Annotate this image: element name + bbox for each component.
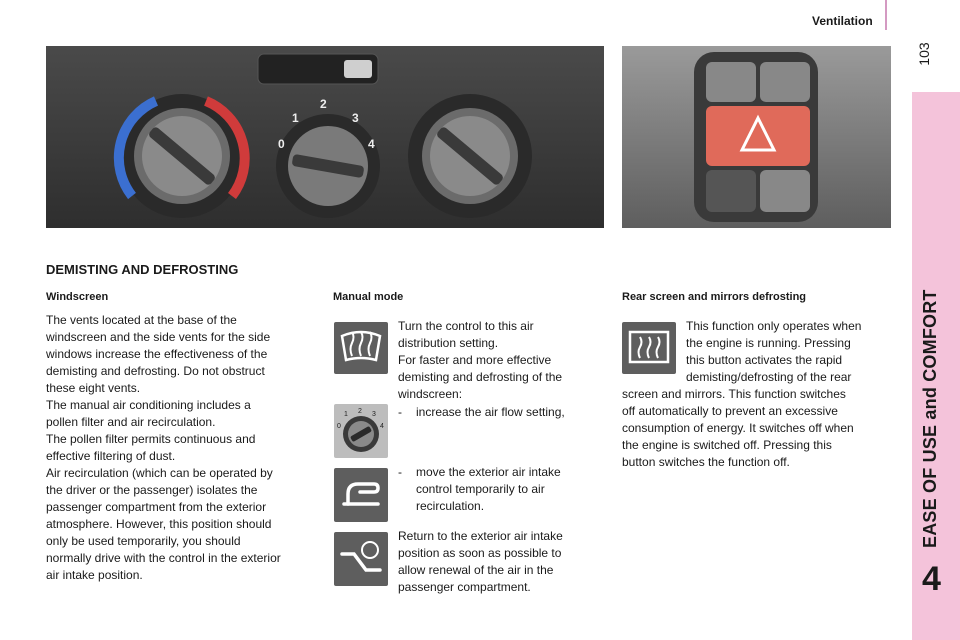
manual-step3-line: move the exterior air intake <box>416 465 561 479</box>
rear-screen-line: off automatically to prevent an excessive <box>622 404 838 418</box>
windscreen-demist-icon <box>334 322 388 374</box>
manual-step3-line: recirculation. <box>416 499 485 513</box>
header-rule <box>885 0 887 30</box>
windscreen-text <box>46 312 318 584</box>
windscreen-line: windows increase the effectiveness of the <box>46 347 268 361</box>
manual-step1-line: For faster and more effective <box>398 353 552 367</box>
manual-mode-title: Manual mode <box>333 291 404 303</box>
manual-step3 <box>416 464 606 515</box>
fan-label-3: 3 <box>352 111 359 125</box>
windscreen-line: the driver or the passenger) isolates the <box>46 483 258 497</box>
windscreen-line: The pollen filter permits continuous and <box>46 432 256 446</box>
rear-screen-title: Rear screen and mirrors defrosting <box>622 291 807 303</box>
windscreen-line: demisting and defrosting. Do not obstruct <box>46 364 265 378</box>
windscreen-line: passenger compartment from the exterior <box>46 500 267 514</box>
rear-screen-line: demisting/defrosting of the rear <box>686 370 852 384</box>
chapter-number: 4 <box>922 560 941 598</box>
windscreen-line: The vents located at the base of the <box>46 313 237 327</box>
fan-label-2: 2 <box>320 97 327 111</box>
fan-dial-icon <box>334 404 388 458</box>
chapter-tab-label: EASE OF USE and COMFORT <box>920 289 940 548</box>
header-title: Ventilation <box>812 14 873 28</box>
windscreen-line: windscreen and the side vents for the side <box>46 330 271 344</box>
windscreen-line: only be used temporarily, you should <box>46 534 241 548</box>
windscreen-line: effective filtering of dust. <box>46 449 176 463</box>
fan-icon-label-2: 2 <box>358 408 362 415</box>
rear-screen-rest <box>622 386 892 471</box>
manual-step4-line: passenger compartment. <box>398 580 531 594</box>
manual-step2-text: increase the air flow setting, <box>416 405 565 419</box>
page-number: 103 <box>916 42 932 66</box>
section-heading: DEMISTING AND DEFROSTING <box>46 262 239 277</box>
recirculation-icon <box>334 468 388 522</box>
fan-icon-label-3: 3 <box>372 411 376 418</box>
rear-screen-line: screen and mirrors. This function switches <box>622 387 846 401</box>
windscreen-line: The manual air conditioning includes a <box>46 398 251 412</box>
rear-screen-line: This function only operates when <box>686 319 862 333</box>
rear-screen-line: the engine is running. Pressing <box>686 336 851 350</box>
windscreen-line: atmosphere. However, this position should <box>46 517 272 531</box>
manual-step4-line: position as soon as possible to <box>398 546 562 560</box>
exterior-air-intake-icon <box>334 532 388 586</box>
rear-demist-hazard-photo <box>622 46 891 228</box>
manual-step3-dash: - <box>398 465 402 479</box>
manual-step4 <box>398 528 598 596</box>
dashboard-controls-photo <box>46 46 604 228</box>
manual-step1 <box>398 318 598 403</box>
fan-icon-label-1: 1 <box>344 411 348 418</box>
windscreen-line: Air recirculation (which can be operated by <box>46 466 273 480</box>
windscreen-line: these eight vents. <box>46 381 141 395</box>
fan-label-1: 1 <box>292 111 299 125</box>
rear-screen-defrost-icon <box>622 322 676 374</box>
fan-label-0: 0 <box>278 137 285 151</box>
rear-screen-line: this button activates the rapid <box>686 353 843 367</box>
fan-icon-label-0: 0 <box>337 423 341 430</box>
manual-step1-line: distribution setting. <box>398 336 499 350</box>
manual-step4-line: Return to the exterior air intake <box>398 529 563 543</box>
manual-step3-line: control temporarily to air <box>416 482 545 496</box>
page-number-wrap <box>912 40 936 70</box>
fan-icon-label-4: 4 <box>380 423 384 430</box>
windscreen-line: air intake position. <box>46 568 143 582</box>
rear-screen-line: consumption of energy. It switches off when <box>622 421 854 435</box>
fan-label-4: 4 <box>368 137 375 151</box>
manual-step1-line: demisting and defrosting of the <box>398 370 563 384</box>
rear-screen-intro <box>686 318 891 386</box>
windscreen-line: pollen filter and air recirculation. <box>46 415 216 429</box>
manual-step1-line: windscreen: <box>398 387 463 401</box>
rear-screen-line: the engine is switched off. Pressing this <box>622 438 832 452</box>
windscreen-line: normally drive with the control in the exterior <box>46 551 281 565</box>
manual-step2-dash: - <box>398 405 402 419</box>
manual-step4-line: allow renewal of the air in the <box>398 563 554 577</box>
rear-screen-line: button switches the function off. <box>622 455 790 469</box>
windscreen-title: Windscreen <box>46 291 109 303</box>
manual-step1-line: Turn the control to this air <box>398 319 534 333</box>
